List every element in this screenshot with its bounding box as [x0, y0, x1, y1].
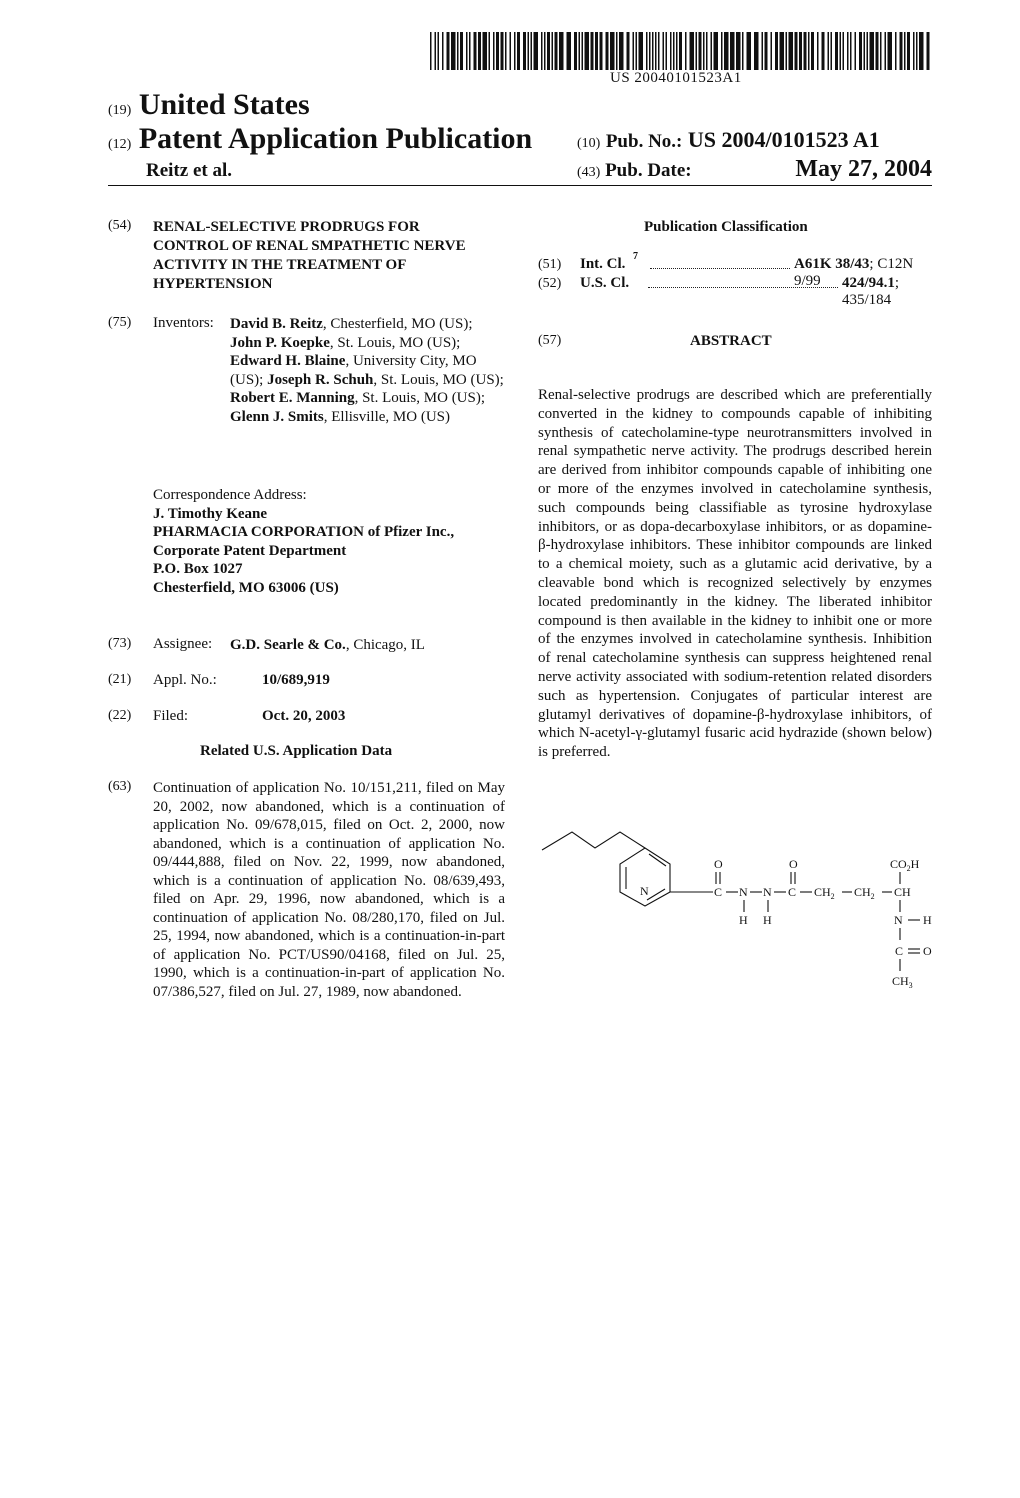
svg-text:O: O	[714, 857, 723, 871]
field-code-22: (22)	[108, 708, 132, 723]
svg-text:CO2H: $CO_2H$	[890, 857, 920, 873]
field-code-54: (54)	[108, 218, 132, 233]
barcode-number: US 20040101523A1	[610, 70, 742, 86]
document-type-header: (12) Patent Application Publication	[108, 122, 533, 155]
publication-number: (10) Pub. No.: US 2004/0101523 A1	[577, 127, 880, 152]
field-code-57: (57)	[538, 333, 562, 348]
abstract-heading: ABSTRACT	[690, 333, 772, 349]
int-cl-row: (51) Int. Cl. 7 A61K 38/43; C12N 9/99	[538, 251, 914, 289]
publication-date: May 27, 2004	[795, 156, 932, 182]
barcode	[430, 32, 932, 70]
chemical-structure	[530, 820, 940, 995]
svg-text:N: N	[894, 913, 903, 927]
svg-text:O: O	[923, 944, 932, 958]
filed-date: Oct. 20, 2003	[262, 708, 346, 724]
assignee: G.D. Searle & Co., Chicago, IL	[230, 637, 425, 653]
svg-text:C: C	[788, 885, 797, 899]
appl-no: 10/689,919	[262, 672, 330, 688]
abstract-text: Renal-selective prodrugs are described which are preferentially converted in the kidney to compounds capable of inhibiting synthesis of catecholamine-type neurotransmitters involved in renal sympathetic nerve activity. The prodrugs described herein are derived from inhibitor compounds capable of inhibiting one or more of the enzymes involved in catecholamine synthesis, such compounds being classifiable as tyrosine hydroxylase inhibitors, or as dopa-decarboxylase inhibitors, or as dopamine-β-hydroxylase inhibitors. These inhibitor compounds are linked to a chemical moiety, such as a glutamic acid derivative, by a cleavable bond which is recognized selectively by enzymes located predominantly in the kidney. The liberated inhibitor compound is then available in the kidney to inhibit one or more of the enzymes involved in catecholamine synthesis. Inhibition of renal catecholamine synthesis can suppress heightened renal nerve activity associated with sodium-retention related disorders such as hypertension. Conjugates of particular interest are glutamyl derivatives of dopamine-β-hydroxylase inhibitors, of which N-acetyl-γ-glutamyl fusaric acid hydrazide (shown below) is preferred.	[538, 387, 932, 761]
filed-label: Filed:	[153, 708, 189, 724]
svg-text:C: C	[714, 885, 723, 899]
svg-text:H: H	[923, 913, 932, 927]
svg-text:H: H	[739, 913, 748, 927]
inventors-label: Inventors:	[153, 315, 214, 331]
svg-text:C: C	[895, 944, 904, 958]
field-code-73: (73)	[108, 636, 132, 651]
inventors-list: David B. Reitz, Chesterfield, MO (US); John P. Koepke, St. Louis, MO (US); Edward H. Blaine, University City, MO (US); Joseph R. Schuh, St. Louis, MO (US); Robert E. Manning, St. Louis, MO (US); Glenn J. Smits, Ellisville, MO (US)	[230, 316, 504, 425]
svg-text:O: O	[789, 857, 798, 871]
field-code-63: (63)	[108, 779, 132, 794]
related-data-heading: Related U.S. Application Data	[200, 743, 393, 759]
appl-no-label: Appl. No.:	[153, 672, 217, 688]
field-code-75: (75)	[108, 315, 132, 330]
assignee-label: Assignee:	[153, 636, 213, 652]
us-cl-row: (52) U.S. Cl. 424/94.1; 435/184	[538, 275, 900, 308]
svg-text:N: N	[763, 885, 772, 899]
continuation-text: Continuation of application No. 10/151,211, filed on May 20, 2002, now abandoned, which is a continuation of application No. 09/678,015, filed on Oct. 2, 2000, now abandoned, which is a continuation of application No. 09/444,888, filed on Nov. 22, 1999, now abandoned, which is a continuation of application No. 08/639,493, filed on Apr. 29, 1996, now abandoned, which is a continuation of application No. 08/280,170, filed on Jul. 25, 1994, now abandoned, which is a continuation-in-part of application No. PCT/US90/04168, filed on Jul. 25, 1990, which is a continuation-in-part of application No. 07/386,527, filed on Jul. 27, 1989, now abandoned.	[153, 780, 505, 1000]
svg-text:CH: CH	[894, 885, 911, 899]
svg-text:H: H	[763, 913, 772, 927]
svg-text:CH3: $CH_3$	[892, 974, 913, 990]
svg-text:N: N	[739, 885, 748, 899]
authors: Reitz et al.	[146, 160, 232, 181]
svg-text:CH2: $CH_2$	[814, 885, 835, 901]
publication-date-label: (43) Pub. Date:	[577, 160, 692, 181]
svg-text:CH2: $CH_2$	[854, 885, 875, 901]
header-divider	[108, 185, 932, 186]
correspondence-address: Correspondence Address: J. Timothy Keane PHARMACIA CORPORATION of Pfizer Inc., Corporate Patent Department P.O. Box 1027 Chesterfield, MO 63006 (US)	[153, 487, 455, 596]
publication-classification-heading: Publication Classification	[644, 219, 808, 235]
field-code-21: (21)	[108, 672, 132, 687]
svg-text:N: N	[640, 884, 649, 898]
country-header: (19) United States	[108, 88, 310, 121]
invention-title: RENAL-SELECTIVE PRODRUGS FOR CONTROL OF RENAL SMPATHETIC NERVE ACTIVITY IN THE TREATMENT OF HYPERTENSION	[153, 219, 466, 292]
